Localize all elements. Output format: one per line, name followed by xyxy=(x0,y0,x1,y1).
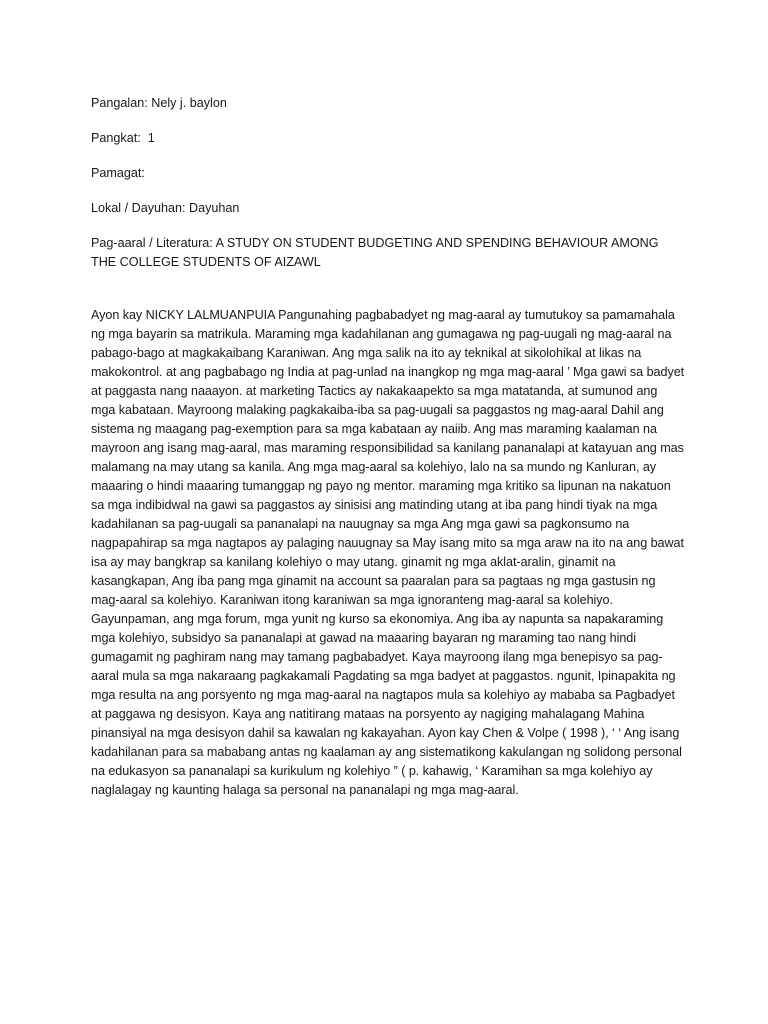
field-pangalan-label: Pangalan: xyxy=(91,96,148,110)
field-pangkat-label: Pangkat: xyxy=(91,131,141,145)
body-paragraph: Ayon kay NICKY LALMUANPUIA Pangunahing pagbabadyet ng mag-aaral ay tumutukoy sa pamamahala ng mga bayarin sa matrikula. Maraming mga kadahilanan ang gumagawa ng pag-uugali ng mag-aaral na pabago-bago at magkakaibang Karaniwan. Ang mga salik na ito ay teknikal at sikolohikal at likas na makokontrol. at ang pagbabago ng India at pag-unlad na inangkop ng mga mag-aaral ’ Mga gawi sa badyet at paggasta nang naaayon. at marketing Tactics ay nakakaapekto sa mga matatanda, at sumunod ang mga kabataan. Mayroong malaking pagkakaiba-iba sa pag-uugali sa paggastos ng mag-aaral Dahil ang sistema ng maagang pag-exemption para sa mga kabataan ay naiib. Ang mas maraming kaalaman na mayroon ang isang mag-aaral, mas maraming responsibilidad sa kanilang pananalapi at katayuan ang mas malamang na may utang sa kanila. Ang mga mag-aaral sa kolehiyo, lalo na sa mundo ng Kanluran, ay maaaring o hindi maaaring tumanggap ng payo ng mentor. maraming mga kritiko sa lipunan na nakatuon sa mga indibidwal na gawi sa paggastos ay sinisisi ang matinding utang at iba pang hindi tiyak na mga kadahilanan sa pag-uugali sa pananalapi na nauugnay sa mga Ang mga gawi sa pagkonsumo na nagpapahirap sa mga nagtapos ay palaging nauugnay sa May isang mito sa mga araw na ito na ang bawat isa ay may bangkrap sa kanilang kolehiyo o may utang. ginamit ng mga aklat-aralin, ginamit na kasangkapan, Ang iba pang mga ginamit na account sa paaralan para sa pagtaas ng mga gastusin ng mag-aaral sa kolehiyo. Karaniwan itong karaniwan sa mga ignoranteng mag-aaral sa kolehiyo. Gayunpaman, ang mga forum, mga yunit ng kurso sa ekonomiya. Ang iba ay napunta sa napakaraming mga kolehiyo, subsidyo sa pananalapi at gawad na maaaring bayaran ng maraming tao nang hindi gumagamit ng paghiram nang may tamang pagbabadyet. Kaya mayroong ilang mga benepisyo sa pag-aaral mula sa mga nakaraang pagkakamali Pagdating sa mga badyet at paggastos. ngunit, Ipinapakita ng mga resulta na ang porsyento ng mga mag-aaral na nagtapos mula sa kolehiyo ay mababa sa Pagbadyet at paggawa ng desisyon. Kaya ang natitirang mataas na porsyento ay nagiging mahalagang Mahina pinansiyal na mga desisyon dahil sa kawalan ng kakayahan. Ayon kay Chen & Volpe ( 1998 ), ‘ ‘ Ang isang kadahilanan para sa mababang antas ng kaalaman ay ang sistematikong kakulangan ng solidong personal na edukasyon sa pananalapi sa kurikulum ng kolehiyo ” ( p. kahawig, ‘ Karamihan sa mga kolehiyo ay naglalagay ng kaunting halaga sa personal na pananalapi ng mga mag-aaral. xyxy=(91,308,685,797)
paragraph-spacer xyxy=(91,288,685,306)
field-pangalan-value: Nely j. baylon xyxy=(147,96,227,110)
field-pag-aaral-label: Pag-aaral / Literatura: xyxy=(91,236,213,250)
field-pamagat xyxy=(91,164,685,183)
field-lokal-dayuhan-value: Dayuhan xyxy=(185,201,240,215)
document-content xyxy=(91,94,685,800)
field-pag-aaral-literatura xyxy=(91,234,685,272)
field-pamagat-label: Pamagat: xyxy=(91,166,145,180)
field-lokal-dayuhan xyxy=(91,199,685,218)
field-pangkat xyxy=(91,129,685,148)
field-pag-aaral-value: A STUDY ON STUDENT BUDGETING AND SPENDING BEHAVIOUR AMONG THE COLLEGE STUDENTS OF AIZAWL xyxy=(91,236,659,269)
field-lokal-dayuhan-label: Lokal / Dayuhan: xyxy=(91,201,186,215)
field-pangkat-value: 1 xyxy=(140,131,155,145)
field-pangalan xyxy=(91,94,685,113)
